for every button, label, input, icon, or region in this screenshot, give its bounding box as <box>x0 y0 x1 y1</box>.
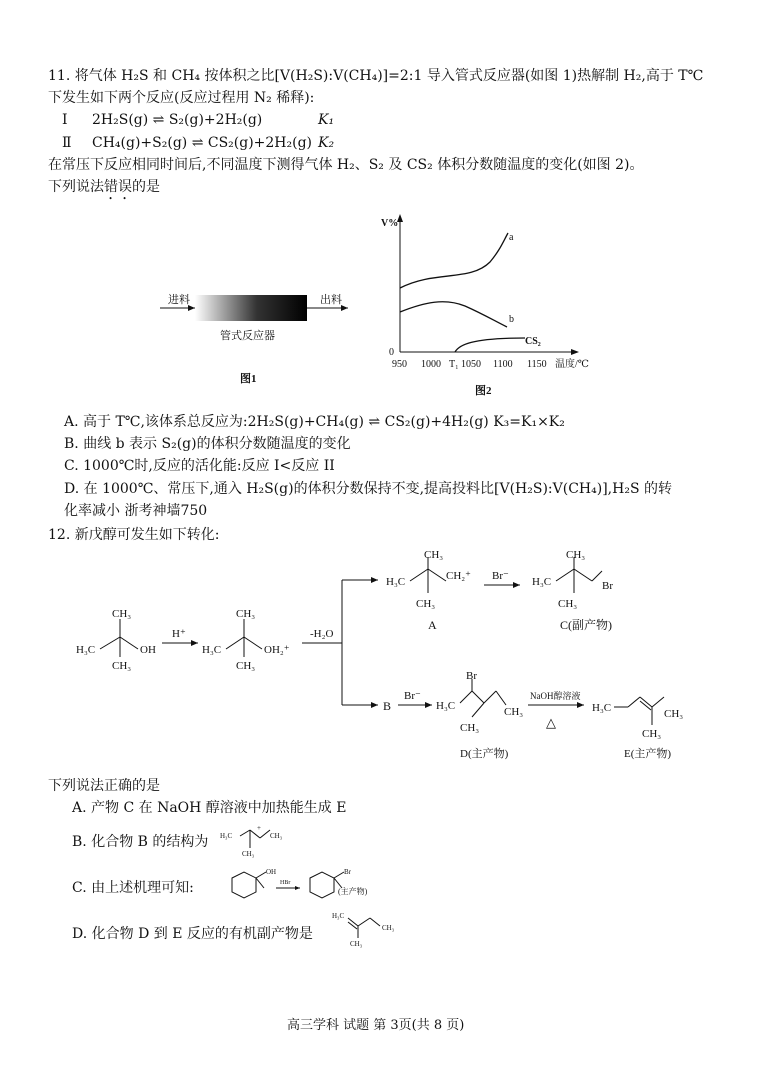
ch3-label: CH₃ <box>236 608 256 620</box>
fig2-curve-a <box>400 233 508 288</box>
q11-line1: 11. 将气体 H₂S 和 CH₄ 按体积之比[V(H₂S):V(CH₄)]=2:1 导入管式反应器(如图 1)热解制 H₂,高于 T℃ <box>48 68 704 84</box>
h-plus-label: H⁺ <box>172 628 186 640</box>
h3c-label: H₃C <box>76 644 96 656</box>
q11-line4 <box>48 177 160 203</box>
label-e: E(主产物) <box>624 748 672 760</box>
delta-label: △ <box>546 715 556 730</box>
product-e-structure <box>592 697 683 760</box>
reaction-1-equation: 2H₂S(g) ⇌ S₂(g)+2H₂(g) <box>92 112 263 128</box>
br-label: Br <box>466 670 477 682</box>
label-d: D(主产物) <box>460 748 509 760</box>
ch2-plus-label: CH₂⁺ <box>446 570 471 582</box>
q11-line4c: 的是 <box>132 179 160 195</box>
fig2-tick-1050: 1050 <box>461 359 481 370</box>
ch3-label: CH₃ <box>424 549 444 561</box>
fig1-in-label: 进料 <box>168 294 190 306</box>
minus-h2o-label: -H₂O <box>310 628 334 640</box>
main-product-label: (主产物) <box>338 887 368 896</box>
product-c-structure <box>532 549 613 632</box>
fig2-tick-t1: T₁ <box>449 359 459 370</box>
reaction-1-number: Ⅰ <box>62 112 68 128</box>
fig2-tick-1100: 1100 <box>493 359 513 370</box>
ch3-label: CH₃ <box>416 598 436 610</box>
br-label: Br <box>602 580 613 592</box>
h3c-label: H₃C <box>332 912 345 920</box>
option-c-structures <box>212 862 392 912</box>
ch3-label: CH₃ <box>664 708 684 720</box>
h3c-label: H₃C <box>532 576 552 588</box>
figure-2-volume-fraction-chart <box>375 210 615 400</box>
oh2-plus-label: OH₂⁺ <box>264 644 290 656</box>
h3c-label: H₃C <box>202 644 222 656</box>
option-d-structure <box>330 908 410 950</box>
fig2-label-a: a <box>509 232 514 243</box>
ch3-label: CH₃ <box>112 608 132 620</box>
ch3-label: CH₃ <box>566 549 586 561</box>
fig2-label-cs2: CS₂ <box>525 336 541 347</box>
ch3-label: CH₃ <box>504 706 524 718</box>
h3c-label: H₃C <box>220 832 233 840</box>
br-minus-label: Br⁻ <box>492 570 509 582</box>
q12-reaction-scheme <box>40 545 720 770</box>
ch3-label: CH₃ <box>350 940 363 948</box>
q11-line2: 下发生如下两个反应(反应过程用 N₂ 稀释): <box>48 90 315 106</box>
q12-title: 12. 新戊醇可发生如下转化: <box>48 527 220 543</box>
q11-option-d-line2: 化率减小 浙考神墙750 <box>64 503 208 519</box>
reaction-2-number: Ⅱ <box>62 135 72 151</box>
fig2-tick-1150: 1150 <box>527 359 547 370</box>
q11-line4a: 下列说法 <box>48 179 104 195</box>
h3c-label: H₃C <box>592 702 612 714</box>
fig2-origin: 0 <box>389 347 394 358</box>
fig2-curve-cs2 <box>455 338 525 352</box>
br-minus-label: Br⁻ <box>404 690 421 702</box>
page-footer: 高三学科 试题 第 3页(共 8 页) <box>287 1018 465 1033</box>
product-d-structure <box>436 670 523 760</box>
q11-option-b: B. 曲线 b 表示 S₂(g)的体积分数随温度的变化 <box>64 436 351 452</box>
reaction-1-k: K₁ <box>318 112 335 128</box>
q12-intro: 下列说法正确的是 <box>48 778 160 794</box>
fig2-curve-b <box>400 302 507 327</box>
ch3-label: CH₃ <box>112 660 132 672</box>
h3c-label: H₃C <box>386 576 406 588</box>
q12-option-a: A. 产物 C 在 NaOH 醇溶液中加热能生成 E <box>72 800 347 816</box>
q11-line3: 在常压下反应相同时间后,不同温度下测得气体 H₂、S₂ 及 CS₂ 体积分数随温度的变化(如图 2)。 <box>48 157 644 173</box>
hbr-label: HBr <box>280 880 291 886</box>
ch3-label: CH₃ <box>242 850 255 858</box>
fig1-tube-label: 管式反应器 <box>220 330 275 342</box>
q11-option-a: A. 高于 T℃,该体系总反应为:2H₂S(g)+CH₄(g) ⇌ CS₂(g)+4H₂(g) K₃=K₁×K₂ <box>64 414 565 430</box>
fig2-caption: 图2 <box>475 385 492 397</box>
neopentyl-alcohol-structure <box>76 608 156 672</box>
fig2-label-b: b <box>509 314 514 325</box>
fig2-tick-1000: 1000 <box>421 359 441 370</box>
fig2-tick-950: 950 <box>392 359 407 370</box>
fig1-caption: 图1 <box>240 373 257 385</box>
fig2-xlabel: 温度/℃ <box>555 359 589 370</box>
h3c-label: H₃C <box>436 700 456 712</box>
cation-a-structure <box>386 549 471 632</box>
reaction-2-equation: CH₄(g)+S₂(g) ⇌ CS₂(g)+2H₂(g) <box>92 135 313 151</box>
naoh-label: NaOH醇溶液 <box>530 691 581 701</box>
oh-label: OH <box>266 868 277 876</box>
q12-option-b: B. 化合物 B 的结构为 <box>72 834 209 850</box>
ch3-label: CH₃ <box>382 924 395 932</box>
option-b-structure <box>218 818 298 858</box>
ch3-label: CH₃ <box>642 728 662 740</box>
ch3-label: CH₃ <box>460 722 480 734</box>
ch3-label: CH₃ <box>270 832 283 840</box>
fig1-out-label: 出料 <box>320 294 342 306</box>
label-c: C(副产物) <box>560 618 612 632</box>
q11-option-d-line1: D. 在 1000℃、常压下,通入 H₂S(g)的体积分数保持不变,提高投料比[V(H₂S):V(CH₄)],H₂S 的转 <box>64 481 672 497</box>
fig2-ylabel: V% <box>381 218 399 229</box>
q12-option-d: D. 化合物 D 到 E 反应的有机副产物是 <box>72 926 313 942</box>
ch3-label: CH₃ <box>558 598 578 610</box>
reaction-2-k: K₂ <box>318 135 335 151</box>
br-label: Br <box>344 868 351 876</box>
protonated-alcohol-structure <box>202 608 290 672</box>
label-a: A <box>428 618 437 632</box>
ch3-label: CH₃ <box>236 660 256 672</box>
oh-label: OH <box>140 644 156 656</box>
q12-option-c: C. 由上述机理可知: <box>72 880 194 896</box>
figure-1-tube-reactor <box>150 282 360 392</box>
q11-emphasis: 错误 <box>104 179 132 195</box>
q11-option-c: C. 1000℃时,反应的活化能:反应 I<反应 II <box>64 458 335 474</box>
svg-text:+: + <box>257 824 261 832</box>
label-b: B <box>383 699 392 713</box>
